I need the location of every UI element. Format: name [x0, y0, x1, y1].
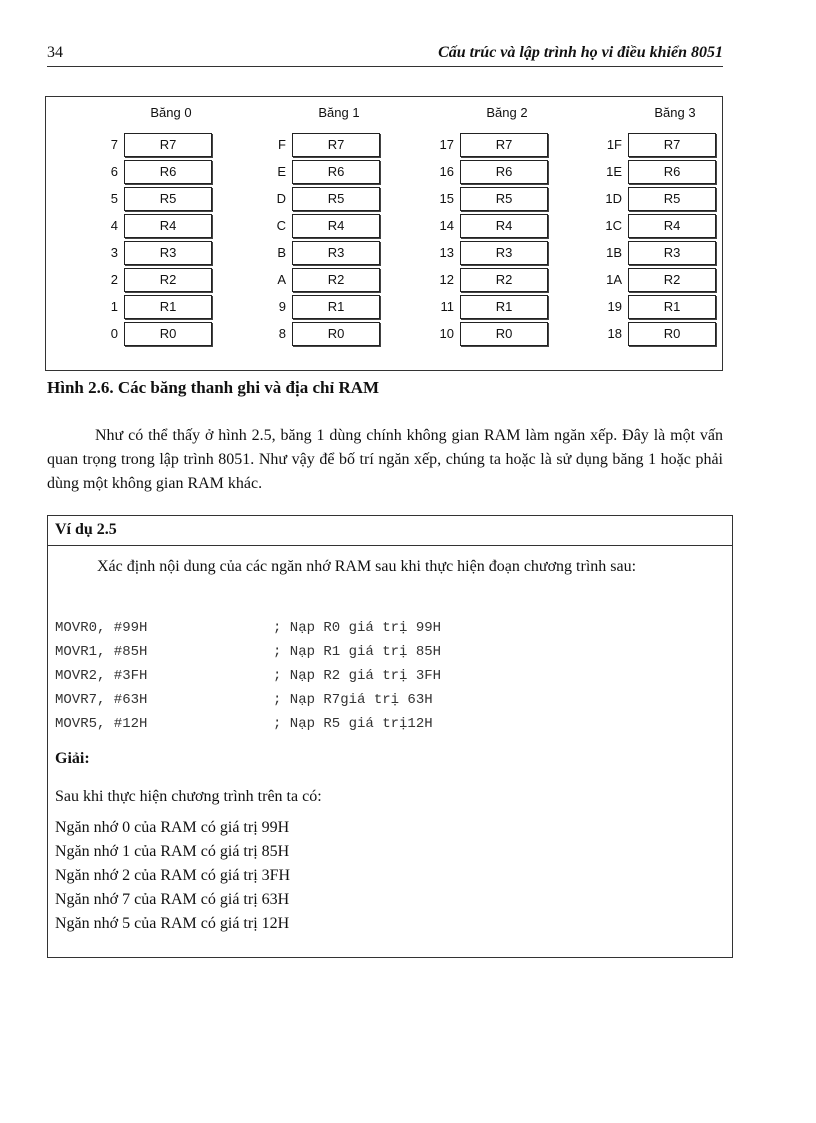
register-cell: R2: [460, 268, 548, 292]
register-row: [412, 187, 552, 213]
register-address: 1D: [605, 191, 622, 206]
register-address: 11: [440, 299, 454, 314]
running-title: Cấu trúc và lập trình họ vi điều khiển 8051: [438, 44, 723, 61]
result-line: Ngăn nhớ 7 của RAM có giá trị 63H: [55, 891, 290, 908]
register-address: 5: [110, 191, 118, 206]
register-cell: R6: [628, 160, 716, 184]
register-address: 17: [439, 137, 454, 152]
register-address: 2: [110, 272, 118, 287]
solution-intro: Sau khi thực hiện chương trình trên ta có:: [55, 788, 322, 805]
register-cell: R6: [460, 160, 548, 184]
figure-caption: Hình 2.6. Các băng thanh ghi và địa chỉ RAM: [47, 378, 380, 397]
register-row: [76, 214, 216, 240]
register-address: 0: [110, 326, 118, 341]
register-cell: R3: [628, 241, 716, 265]
register-cell: R5: [628, 187, 716, 211]
example-prompt: [55, 554, 720, 580]
register-row: [580, 160, 720, 186]
register-cell: R0: [460, 322, 548, 346]
register-row: [244, 214, 384, 240]
register-address: 1F: [606, 137, 622, 152]
code-line: [55, 712, 715, 736]
register-address: C: [276, 218, 286, 233]
register-cell: R5: [292, 187, 380, 211]
register-cell: R0: [628, 322, 716, 346]
code-instruction: MOVR1, #85H: [55, 644, 148, 660]
example-header: [48, 516, 732, 546]
register-address: 13: [439, 245, 454, 260]
register-address: 4: [110, 218, 118, 233]
register-cell: R7: [460, 133, 548, 157]
register-address: 16: [439, 164, 454, 179]
register-address: 1B: [606, 245, 622, 260]
bank-title: Băng 0: [150, 105, 192, 120]
result-line: Ngăn nhớ 1 của RAM có giá trị 85H: [55, 843, 290, 860]
page-header: [47, 44, 723, 67]
register-row: [76, 268, 216, 294]
register-address: B: [277, 245, 286, 260]
register-address: D: [276, 191, 286, 206]
example-box: [47, 515, 733, 958]
register-row: [412, 268, 552, 294]
code-instruction: MOVR7, #63H: [55, 692, 148, 708]
register-row: [412, 160, 552, 186]
register-cell: R5: [124, 187, 212, 211]
register-row: [76, 295, 216, 321]
result-line: Ngăn nhớ 2 của RAM có giá trị 3FH: [55, 867, 291, 884]
register-row: [580, 214, 720, 240]
bank-title: Băng 3: [654, 105, 696, 120]
register-address: 14: [439, 218, 454, 233]
example-title: Ví dụ 2.5: [55, 521, 117, 538]
register-cell: R2: [292, 268, 380, 292]
code-instruction: MOVR2, #3FH: [55, 668, 148, 684]
register-cell: R0: [124, 322, 212, 346]
page-number: 34: [47, 44, 63, 61]
register-cell: R3: [124, 241, 212, 265]
register-row: [412, 295, 552, 321]
bank-0: [76, 97, 216, 372]
code-listing: [55, 616, 715, 736]
register-cell: R7: [292, 133, 380, 157]
register-row: [244, 268, 384, 294]
register-cell: R2: [628, 268, 716, 292]
register-address: 6: [110, 164, 118, 179]
register-row: [412, 322, 552, 348]
solution-label: Giải:: [55, 750, 90, 767]
register-cell: R1: [628, 295, 716, 319]
register-cell: R4: [628, 214, 716, 238]
code-comment: ; Nạp R0 giá trị 99H: [273, 620, 442, 636]
paragraph-text: Như có thể thấy ở hình 2.5, băng 1 dùng chính không gian RAM làm ngăn xếp. Đây là một vấn quan trọng trong lập trình 8051. Như vậy để bố trí ngăn xếp, chúng ta hoặc là sử dụng băng 1 hoặc phải dùng một không gian RAM khác.: [47, 427, 723, 492]
register-row: [412, 133, 552, 159]
register-row: [580, 133, 720, 159]
code-comment: ; Nạp R2 giá trị 3FH: [273, 668, 442, 684]
register-cell: R4: [124, 214, 212, 238]
register-address: 1C: [605, 218, 622, 233]
bank-title: Băng 1: [318, 105, 360, 120]
register-address: 1E: [606, 164, 622, 179]
register-cell: R7: [124, 133, 212, 157]
register-row: [580, 187, 720, 213]
register-address: A: [277, 272, 286, 287]
register-address: E: [277, 164, 286, 179]
register-cell: R5: [460, 187, 548, 211]
register-cell: R1: [292, 295, 380, 319]
register-cell: R4: [292, 214, 380, 238]
code-comment: ; Nạp R1 giá trị 85H: [273, 644, 442, 660]
register-row: [244, 133, 384, 159]
register-address: 15: [439, 191, 454, 206]
register-address: 7: [110, 137, 118, 152]
register-address: 9: [278, 299, 286, 314]
register-address: 3: [110, 245, 118, 260]
register-cell: R4: [460, 214, 548, 238]
register-row: [412, 214, 552, 240]
register-row: [244, 160, 384, 186]
code-comment: ; Nạp R5 giá trị12H: [273, 716, 433, 732]
register-row: [76, 187, 216, 213]
register-address: 18: [607, 326, 622, 341]
register-address: 12: [439, 272, 454, 287]
register-row: [76, 160, 216, 186]
register-cell: R2: [124, 268, 212, 292]
register-row: [76, 241, 216, 267]
code-line: [55, 688, 715, 712]
code-instruction: MOVR0, #99H: [55, 620, 148, 636]
register-cell: R1: [124, 295, 212, 319]
bank-1: [244, 97, 384, 372]
register-cell: R6: [292, 160, 380, 184]
register-row: [244, 322, 384, 348]
register-row: [244, 295, 384, 321]
code-line: [55, 616, 715, 640]
bank-2: [412, 97, 552, 372]
register-cell: R7: [628, 133, 716, 157]
result-line: Ngăn nhớ 0 của RAM có giá trị 99H: [55, 819, 290, 836]
register-address: 1: [110, 299, 118, 314]
register-cell: R1: [460, 295, 548, 319]
code-instruction: MOVR5, #12H: [55, 716, 148, 732]
register-row: [412, 241, 552, 267]
example-prompt-text: Xác định nội dung của các ngăn nhớ RAM sau khi thực hiện đoạn chương trình sau:: [97, 558, 637, 575]
results-list: [55, 816, 290, 936]
code-line: [55, 640, 715, 664]
register-row: [76, 133, 216, 159]
result-line: Ngăn nhớ 5 của RAM có giá trị 12H: [55, 915, 290, 932]
register-address: 1A: [606, 272, 622, 287]
register-cell: R3: [460, 241, 548, 265]
register-address: 8: [278, 326, 286, 341]
bank-3: [580, 97, 720, 372]
register-cell: R6: [124, 160, 212, 184]
code-line: [55, 664, 715, 688]
bank-title: Băng 2: [486, 105, 528, 120]
register-row: [580, 322, 720, 348]
register-address: 10: [439, 326, 454, 341]
register-address: F: [278, 137, 286, 152]
register-address: 19: [607, 299, 622, 314]
body-paragraph: [47, 424, 723, 496]
register-row: [76, 322, 216, 348]
code-comment: ; Nạp R7giá trị 63H: [273, 692, 433, 708]
register-row: [244, 241, 384, 267]
register-row: [580, 268, 720, 294]
register-row: [580, 295, 720, 321]
register-banks-figure: [45, 96, 723, 371]
register-cell: R0: [292, 322, 380, 346]
register-row: [580, 241, 720, 267]
register-row: [244, 187, 384, 213]
register-cell: R3: [292, 241, 380, 265]
